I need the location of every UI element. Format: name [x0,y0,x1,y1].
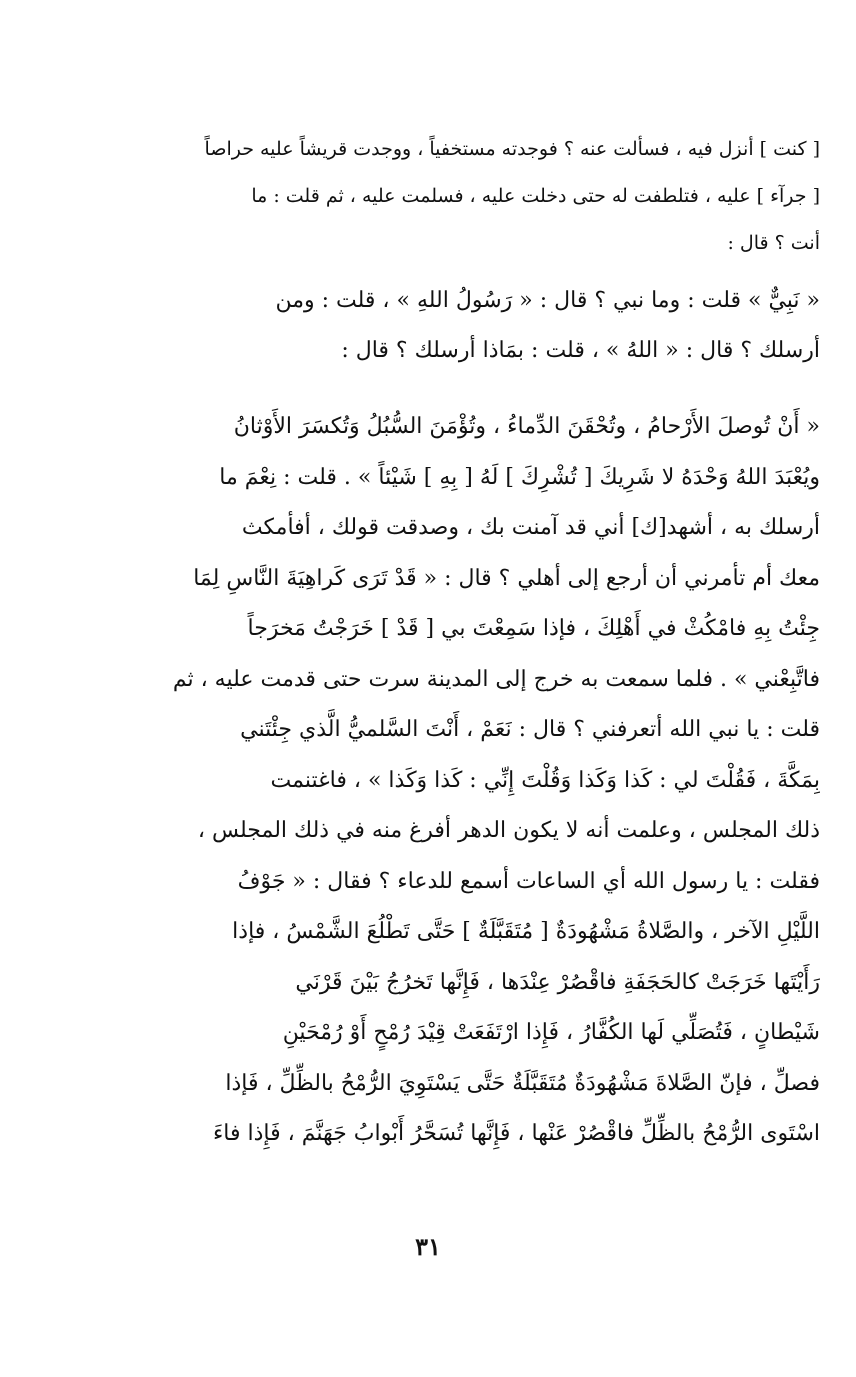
text-line: فقلت : يا رسول الله أي الساعات أسمع للدعاء ؟ فقال : « جَوْفُ [237,868,820,894]
paragraph-3 [112,402,820,1160]
paragraph-2 [112,276,820,376]
text-line: بِمَكَّةَ ، فَقُلْتَ لي : كَذا وَكَذا وَقُلْتَ إِنِّي : كَذا وَكَذا » ، فاغتنمت [270,767,820,793]
text-line: ذلك المجلس ، وعلمت أنه لا يكون الدهر أفرغ منه في ذلك المجلس ، [197,818,820,843]
text-line: [ كنت ] أنزل فيه ، فسألت عنه ؟ فوجدته مستخفياً ، ووجدت قريشاً عليه حراصاً [204,138,820,160]
text-line: فصلِّ ، فإنّ الصَّلاةَ مَشْهُودَةٌ مُتَقَبَّلَةٌ حَتَّى يَسْتَوِيَ الرُّمْحُ بالظِّلِّ ، فَإذا [225,1070,820,1096]
text-line: جِئْتُ بِهِ فامْكُثْ في أَهْلِكَ ، فإذا سَمِعْتَ بي [ قَدْ ] خَرَجْتُ مَخرَجاً [247,616,820,641]
text-line: أرسلك به ، أشهد[ك] أني قد آمنت بك ، وصدقت قولك ، أفأمكث [241,515,820,540]
text-line: أرسلك ؟ قال : « اللهُ » ، قلت : بمَاذا أرسلك ؟ قال : [341,338,820,363]
paragraph-1 [112,126,820,267]
page-number: ٣١ [415,1232,441,1261]
text-line: فاتَّبِعْني » . فلما سمعت به خرج إلى المدينة سرت حتى قدمت عليه ، ثم [172,666,820,692]
text-line: « أَنْ تُوصلَ الأَرْحامُ ، وتُحْقَنَ الدِّماءُ ، وتُؤْمَنَ السُّبُلُ وَتُكسَرَ الأَوْثانُ [233,414,820,439]
text-line: « نَبِيٌّ » قلت : وما نبي ؟ قال : « رَسُولُ اللهِ » ، قلت : ومن [275,288,820,313]
text-line: اسْتَوى الرُّمْحُ بالظِّلِّ فاقْصُرْ عَنْها ، فَإِنَّها تُسَحَّرُ أَبْوابُ جَهَنَّمَ ، فَإِذا فاءَ [212,1121,820,1146]
text-line: أنت ؟ قال : [727,232,820,254]
text-line: رَأَيْتَها خَرَجَتْ كالحَجَفَةِ فاقْصُرْ عِنْدَها ، فَإِنَّها تَخرُجُ بَيْنَ قَرْنَي [295,969,820,995]
text-line: معك أم تأمرني أن أرجع إلى أهلي ؟ قال : « قَدْ تَرَى كَراهِيَةَ النَّاسِ لِمَا [193,565,820,591]
text-line: قلت : يا نبي الله أتعرفني ؟ قال : نَعَمْ ، أَنْتَ السَّلميُّ الَّذي جِئْتَني [240,717,820,742]
text-line: [ جرآء ] عليه ، فتلطفت له حتى دخلت عليه ، فسلمت عليه ، ثم قلت : ما [251,185,820,207]
text-line: اللَّيْلِ الآخر ، والصَّلاةُ مَشْهُودَةٌ [ مُتَقَبَّلَةٌ ] حَتَّى تَطْلُعَ الشَّمْسُ ، فإذا [232,919,820,944]
text-line: ويُعْبَدَ اللهُ وَحْدَهُ لا شَرِيكَ [ تُشْرِكَ ] لَهُ [ بِهِ ] شَيْئاً » . قلت : نِعْمَ ما [219,464,820,490]
text-line: شَيْطانٍ ، فَتُصَلِّي لَها الكُفَّارُ ، فَإِذا ارْتَفَعَتْ قِيْدَ رُمْحٍ أَوْ رُمْحَيْنِ [282,1020,820,1045]
